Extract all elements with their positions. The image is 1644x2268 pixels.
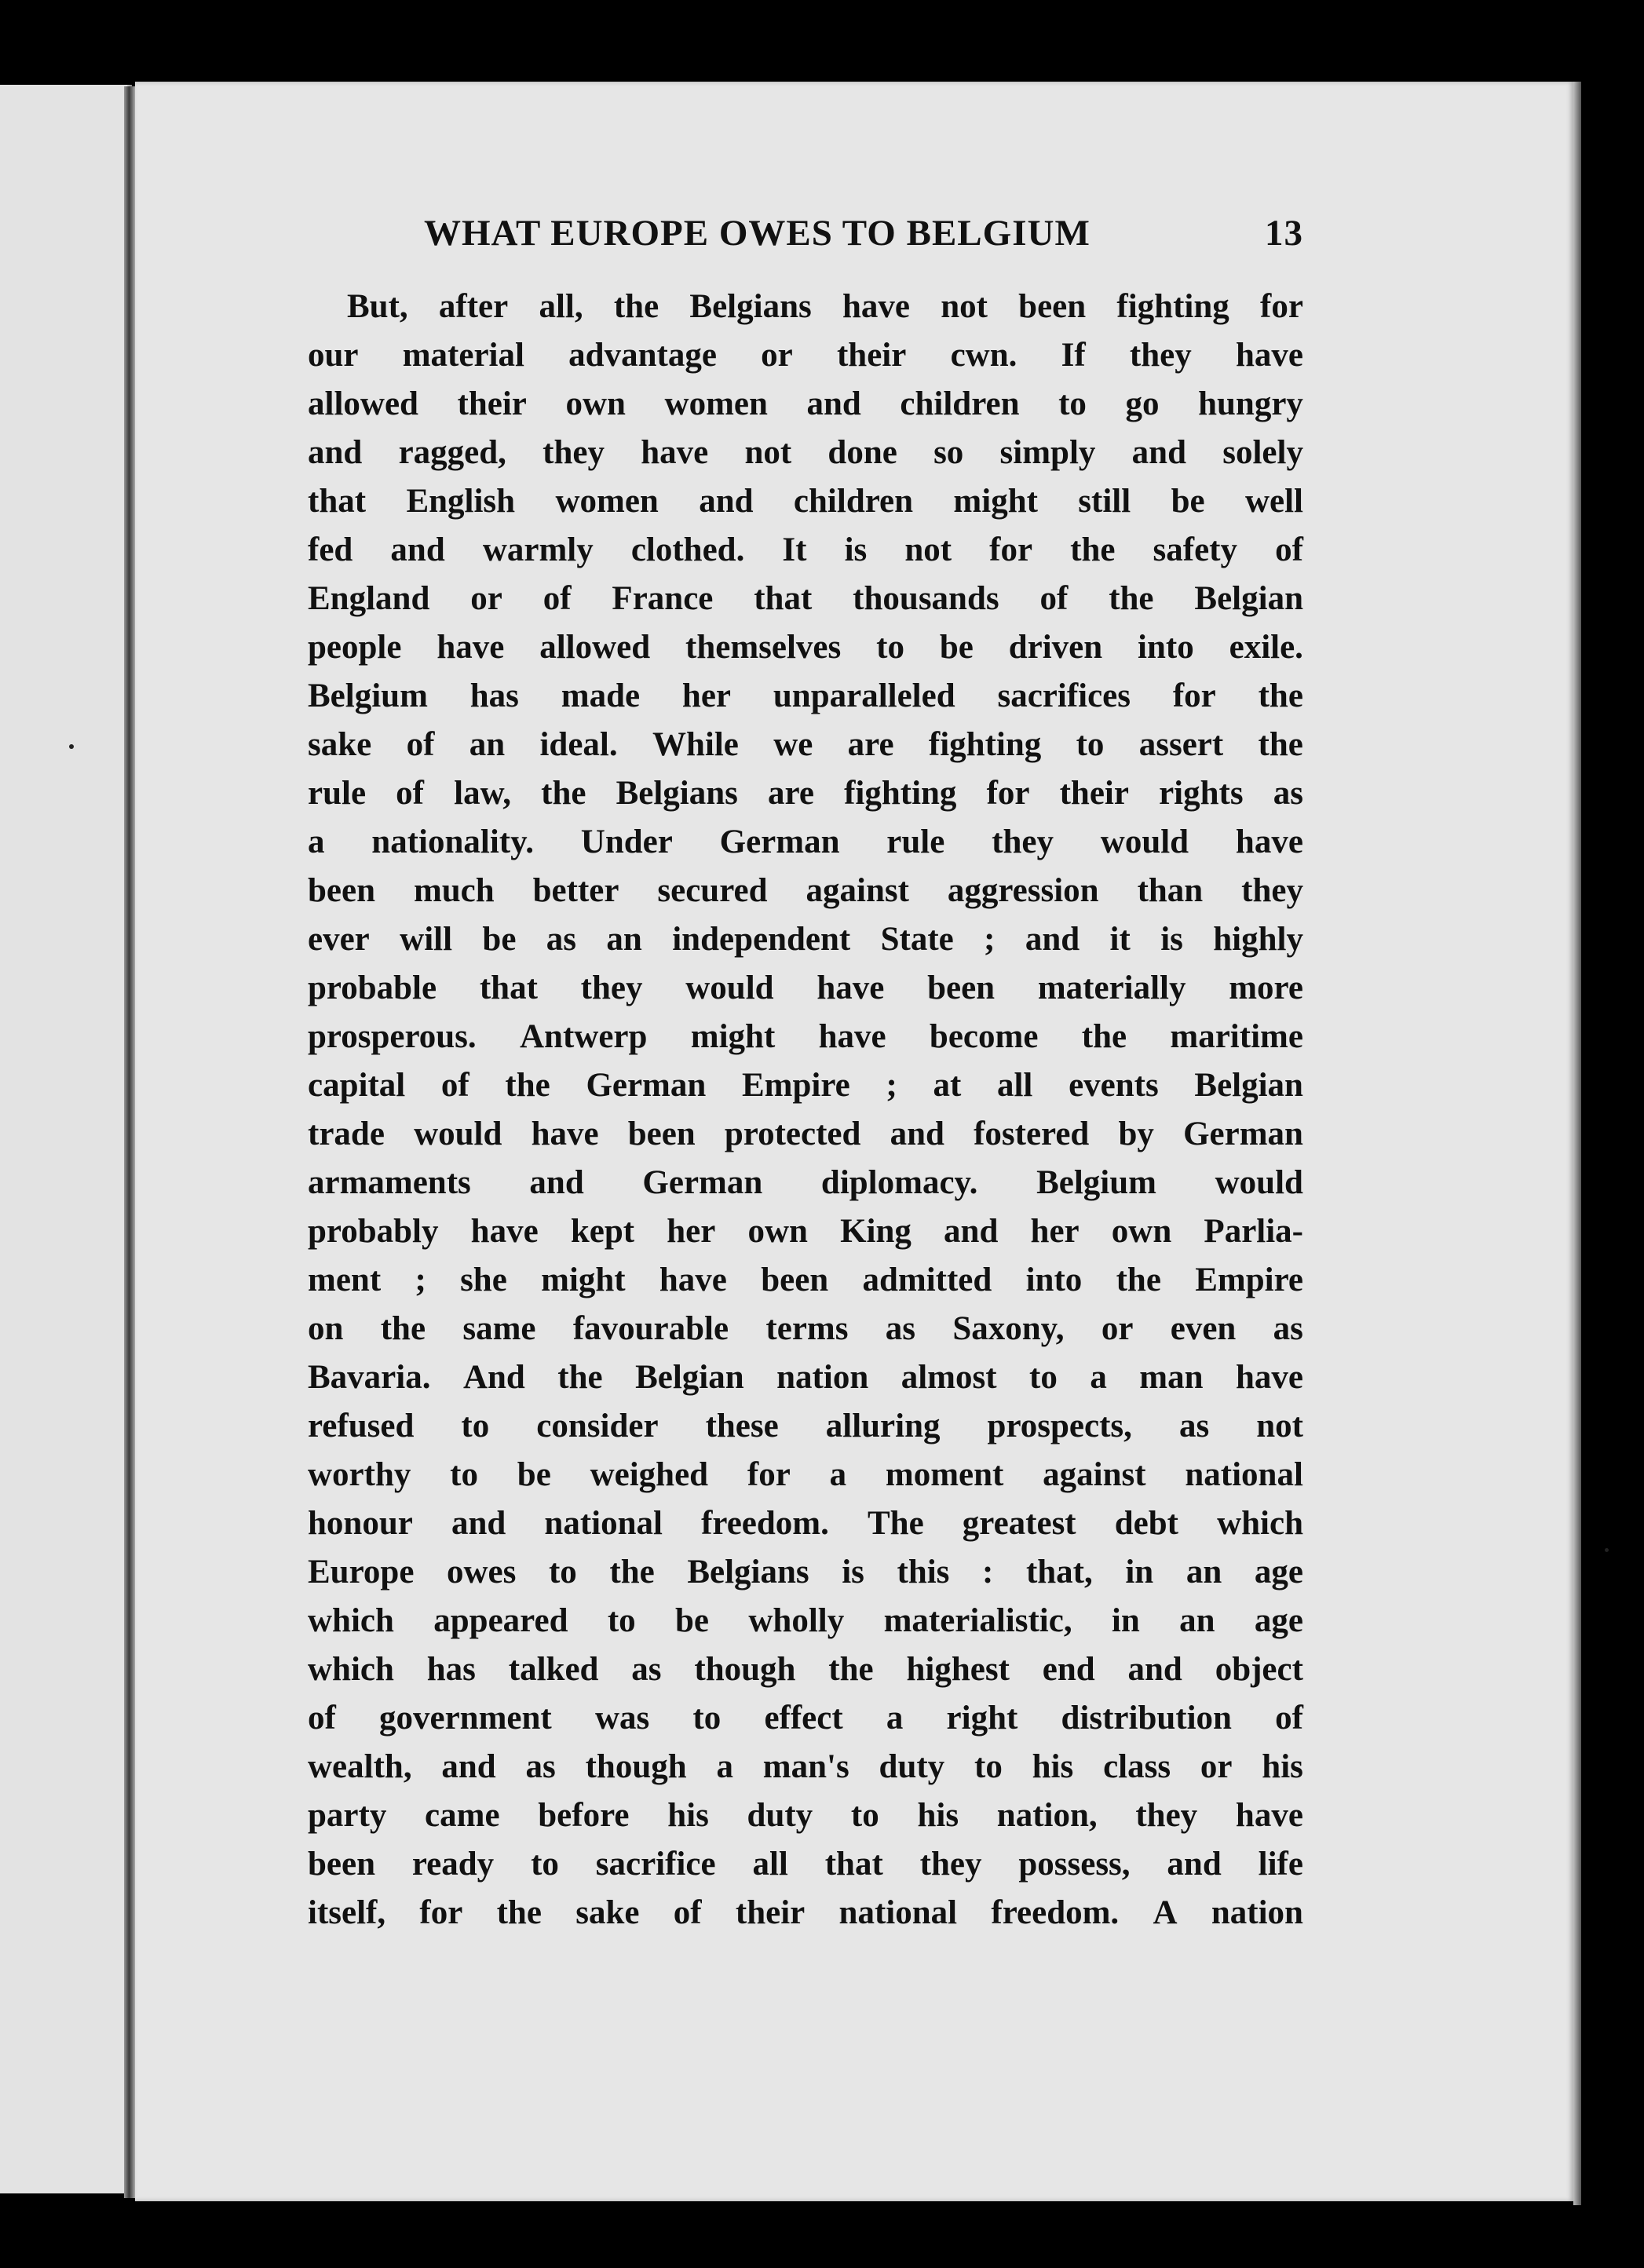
text-line: ever will be as an independent State ; and it is highly — [308, 921, 1303, 958]
body-paragraph — [308, 283, 1303, 1937]
text-line: trade would have been protected and fostered by German — [308, 1116, 1303, 1152]
text-line: allowed their own women and children to go hungry — [308, 385, 1303, 422]
text-line: our material advantage or their cwn. If they have — [308, 337, 1303, 374]
text-line: people have allowed themselves to be driven into exile. — [308, 629, 1303, 666]
text-line: Europe owes to the Belgians is this : that, in an age — [308, 1554, 1303, 1591]
speck-mark — [1605, 1548, 1609, 1552]
text-line: that English women and children might still be well — [308, 483, 1303, 520]
text-line: rule of law, the Belgians are fighting for their rights as — [308, 775, 1303, 812]
text-line: But, after all, the Belgians have not been fighting for — [347, 288, 1303, 325]
text-line: wealth, and as though a man's duty to his class or his — [308, 1748, 1303, 1785]
text-line: which appeared to be wholly materialistic, in an age — [308, 1602, 1303, 1639]
text-line: and ragged, they have not done so simply and solely — [308, 434, 1303, 471]
text-line: prosperous. Antwerp might have become the maritime — [308, 1018, 1303, 1055]
text-line: sake of an ideal. While we are fighting to assert the — [308, 726, 1303, 763]
text-line: fed and warmly clothed. It is not for the safety of — [308, 531, 1303, 568]
text-line: which has talked as though the highest end and object — [308, 1651, 1303, 1688]
text-line: Bavaria. And the Belgian nation almost to a man have — [308, 1359, 1303, 1396]
left-page-edge — [0, 85, 132, 2193]
text-line: worthy to be weighed for a moment against national — [308, 1456, 1303, 1493]
text-line: Belgium has made her unparalleled sacrifices for the — [308, 677, 1303, 714]
text-line: a nationality. Under German rule they would have — [308, 824, 1303, 860]
text-line: itself, for the sake of their national freedom. A nation — [308, 1894, 1303, 1931]
text-line: probably have kept her own King and her own Parlia- — [308, 1213, 1303, 1250]
running-title: WHAT EUROPE OWES TO BELGIUM — [424, 213, 1091, 254]
speck-mark — [69, 744, 74, 749]
text-line: capital of the German Empire ; at all events Belgian — [308, 1067, 1303, 1104]
text-line: been ready to sacrifice all that they possess, and life — [308, 1846, 1303, 1883]
text-line: been much better secured against aggression than they — [308, 872, 1303, 909]
text-line: ment ; she might have been admitted into the Empire — [308, 1262, 1303, 1298]
text-line: of government was to effect a right distribution of — [308, 1700, 1303, 1737]
text-line: party came before his duty to his nation, they have — [308, 1797, 1303, 1834]
text-line: refused to consider these alluring prospects, as not — [308, 1408, 1303, 1444]
text-line: armaments and German diplomacy. Belgium would — [308, 1164, 1303, 1201]
text-line: on the same favourable terms as Saxony, or even as — [308, 1310, 1303, 1347]
text-line: probable that they would have been materially more — [308, 970, 1303, 1006]
page-right-edge — [1573, 82, 1581, 2205]
running-header — [424, 212, 1303, 267]
text-line: honour and national freedom. The greatest debt which — [308, 1505, 1303, 1542]
text-line: England or of France that thousands of the Belgian — [308, 580, 1303, 617]
page-number: 13 — [1265, 213, 1303, 254]
